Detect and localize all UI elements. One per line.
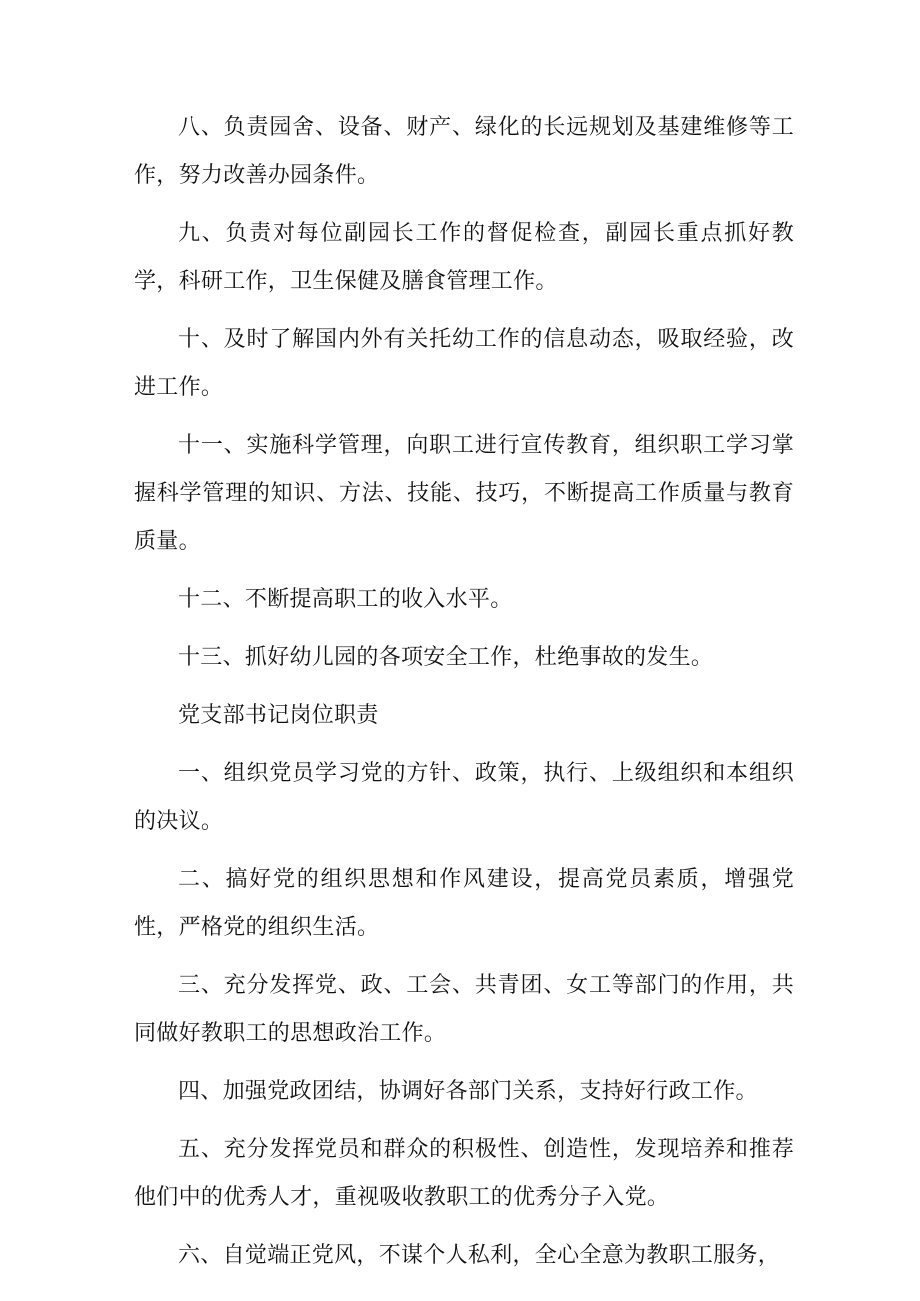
paragraph-item-9: 九、负责对每位副园长工作的督促检查，副园长重点抓好教学，科研工作，卫生保健及膳食管理工作。	[134, 221, 794, 294]
duty-item-3: 三、充分发挥党、政、工会、共青团、女工等部门的作用，共同做好教职工的思想政治工作。	[134, 973, 794, 1046]
duty-item-5: 五、充分发挥党员和群众的积极性、创造性，发现培养和推荐他们中的优秀人才，重视吸收教职工的优秀分子入党。	[134, 1137, 794, 1210]
duty-item-6: 六、自觉端正党风，不谋个人私利，全心全意为教职工服务，	[178, 1243, 781, 1268]
duty-item-2: 二、搞好党的组织思想和作风建设，提高党员素质，增强党性，严格党的组织生活。	[134, 867, 794, 940]
paragraph-item-12: 十二、不断提高职工的收入水平。	[178, 587, 513, 612]
duty-item-4: 四、加强党政团结，协调好各部门关系，支持好行政工作。	[178, 1079, 758, 1104]
section-heading: 党支部书记岗位职责	[178, 703, 379, 728]
document-body	[134, 104, 794, 1290]
paragraph-item-11: 十一、实施科学管理，向职工进行宣传教育，组织职工学习掌握科学管理的知识、方法、技能、技巧，不断提高工作质量与教育质量。	[134, 433, 794, 554]
paragraph-item-8: 八、负责园舍、设备、财产、绿化的长远规划及基建维修等工作，努力改善办园条件。	[134, 115, 794, 188]
paragraph-item-10: 十、及时了解国内外有关托幼工作的信息动态，吸取经验，改进工作。	[134, 327, 794, 400]
duty-item-1: 一、组织党员学习党的方针、政策，执行、上级组织和本组织的决议。	[134, 761, 794, 834]
paragraph-item-13: 十三、抓好幼儿园的各项安全工作，杜绝事故的发生。	[178, 645, 714, 670]
